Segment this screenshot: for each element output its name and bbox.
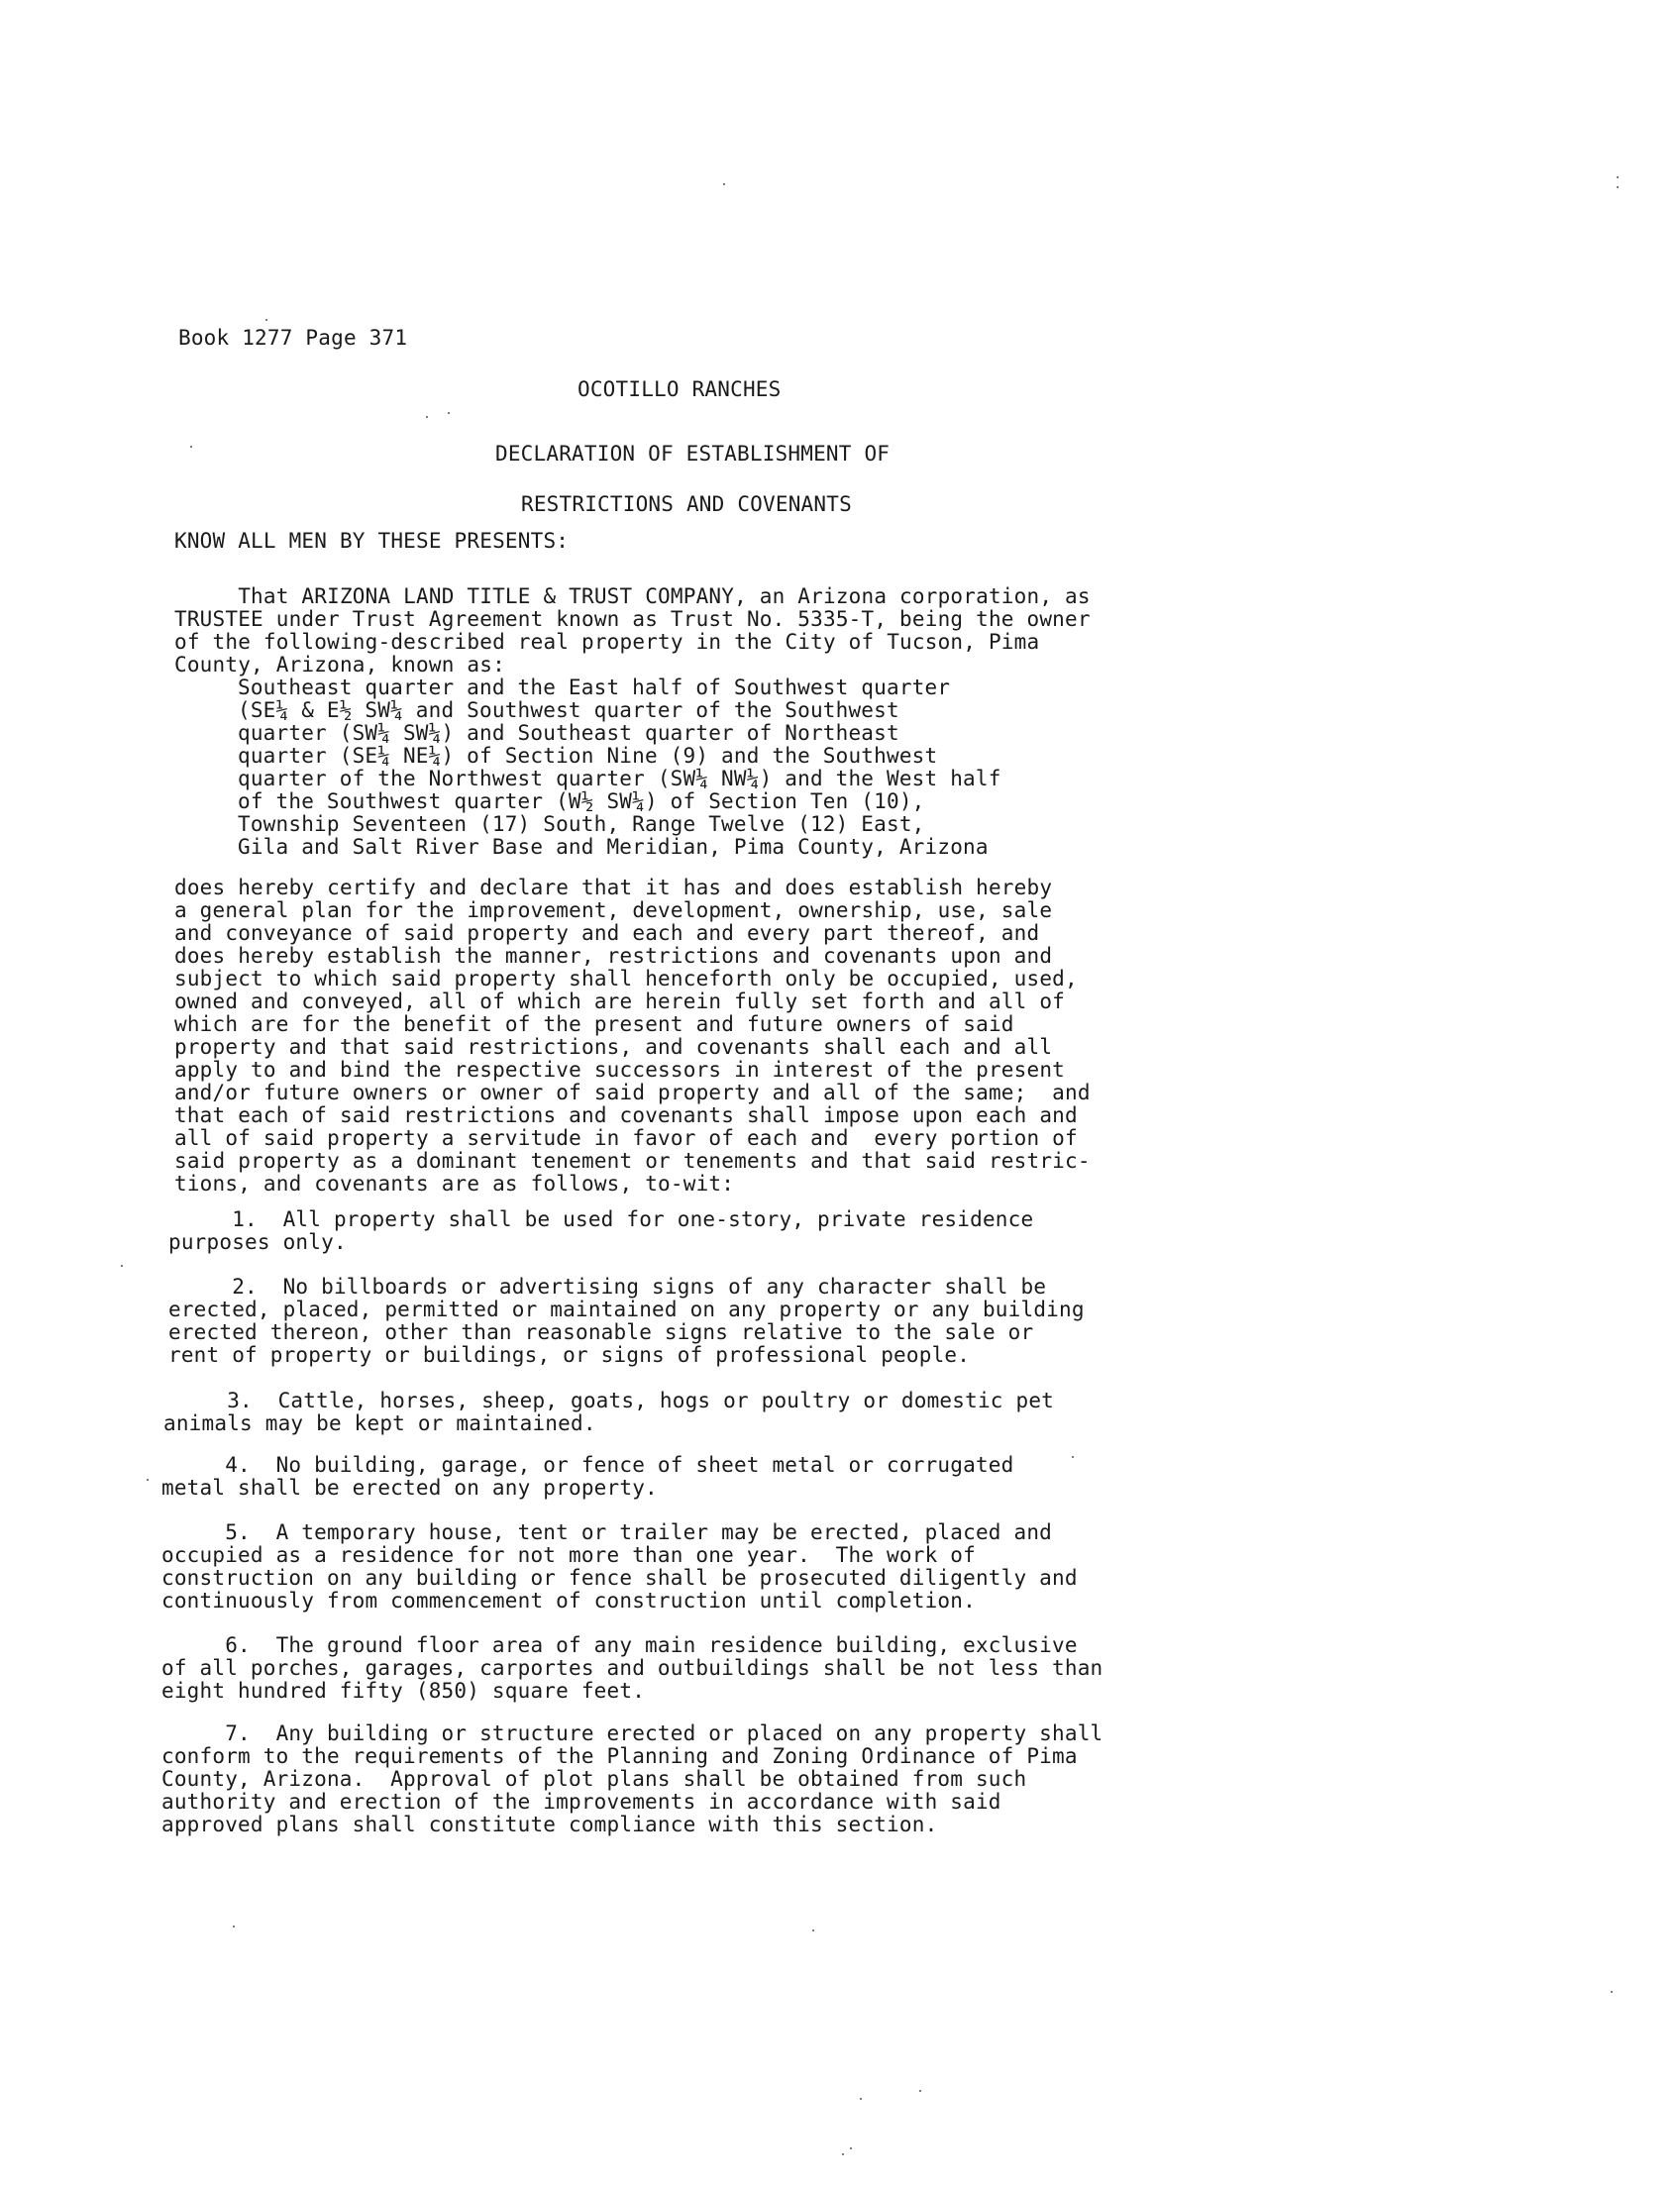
property-line: quarter (SW¼ SW¼) and Southeast quarter of Northeast [238, 721, 899, 745]
property-line: of the Southwest quarter (W½ SW¼) of Section Ten (10), [238, 789, 925, 813]
intro-line: County, Arizona, known as: [174, 653, 505, 677]
intro-line: That ARIZONA LAND TITLE & TRUST COMPANY, an Arizona corporation, as [174, 584, 1091, 608]
restriction-line: occupied as a residence for not more than one year. The work of [161, 1543, 976, 1567]
scan-speck [265, 319, 267, 321]
declaration-line: apply to and bind the respective successors in interest of the present [174, 1058, 1066, 1082]
property-line: quarter of the Northwest quarter (SW¼ NW¼) and the West half [238, 767, 1001, 790]
property-line: Township Seventeen (17) South, Range Twelve (12) East, [238, 812, 925, 836]
restriction-line: construction on any building or fence shall be prosecuted diligently and [161, 1566, 1078, 1590]
restriction-line: erected, placed, permitted or maintained on any property or any building [168, 1298, 1085, 1321]
scan-speck [1617, 186, 1619, 188]
property-line: quarter (SE¼ NE¼) of Section Nine (9) and the Southwest [238, 744, 938, 768]
restriction-line: 4. No building, garage, or fence of sheet metal or corrugated [161, 1453, 1014, 1477]
scan-speck [723, 183, 725, 185]
scan-speck [860, 2098, 862, 2100]
declaration-line: and conveyance of said property and each and every part thereof, and [174, 921, 1040, 945]
scan-speck [812, 1929, 814, 1931]
restriction-line: 6. The ground floor area of any main residence building, exclusive [161, 1633, 1078, 1657]
declaration-line: all of said property a servitude in favor of each and every portion of [174, 1126, 1078, 1150]
restriction-line: 7. Any building or structure erected or placed on any property shall [161, 1721, 1103, 1745]
declaration-line: and/or future owners or owner of said property and all of the same; and [174, 1081, 1091, 1104]
restriction-line: County, Arizona. Approval of plot plans shall be obtained from such [161, 1767, 1027, 1791]
property-line: Southeast quarter and the East half of Southwest quarter [238, 676, 951, 699]
document-title: OCOTILLO RANCHES [578, 377, 782, 401]
scan-speck [233, 1926, 235, 1927]
declaration-line: a general plan for the improvement, development, ownership, use, sale [174, 898, 1053, 922]
scan-speck [1072, 1456, 1074, 1458]
scan-speck [426, 416, 428, 418]
declaration-line: subject to which said property shall henceforth only be occupied, used, [174, 967, 1078, 990]
restriction-line: animals may be kept or maintained. [163, 1411, 596, 1435]
document-subtitle: DECLARATION OF ESTABLISHMENT OF [495, 442, 891, 466]
restriction-line: 2. No billboards or advertising signs of any character shall be [168, 1275, 1047, 1299]
restriction-line: metal shall be erected on any property. [161, 1476, 658, 1500]
restriction-line: continuously from commencement of construction until completion. [161, 1589, 976, 1613]
scan-speck [121, 1265, 123, 1267]
restriction-line: erected thereon, other than reasonable signs relative to the sale or [168, 1320, 1034, 1344]
restriction-line: of all porches, garages, carportes and outbuildings shall be not less than [161, 1656, 1103, 1680]
restriction-line: 5. A temporary house, tent or trailer may be erected, placed and [161, 1520, 1053, 1544]
scan-speck [147, 1479, 149, 1481]
document-subtitle-2: RESTRICTIONS AND COVENANTS [521, 492, 852, 516]
restriction-line: purposes only. [168, 1230, 347, 1254]
declaration-line: which are for the benefit of the present and future owners of said [174, 1012, 1014, 1036]
scan-speck [842, 2153, 844, 2155]
declaration-line: does hereby establish the manner, restrictions and covenants upon and [174, 944, 1053, 968]
intro-line: of the following-described real property in the City of Tucson, Pima [174, 630, 1040, 654]
restriction-line: authority and erection of the improvements in accordance with said [161, 1790, 1001, 1814]
property-line: Gila and Salt River Base and Meridian, Pima County, Arizona [238, 835, 989, 859]
restriction-line: conform to the requirements of the Planning and Zoning Ordinance of Pima [161, 1744, 1078, 1768]
salutation: KNOW ALL MEN BY THESE PRESENTS: [174, 529, 570, 553]
scan-speck [1611, 1991, 1613, 1993]
scan-speck [850, 2147, 852, 2149]
restriction-line: approved plans shall constitute compliance with this section. [161, 1813, 938, 1836]
declaration-line: owned and conveyed, all of which are herein fully set forth and all of [174, 989, 1066, 1013]
restriction-line: 3. Cattle, horses, sheep, goats, hogs or poultry or domestic pet [163, 1389, 1055, 1412]
restriction-line: rent of property or buildings, or signs of professional people. [168, 1343, 971, 1367]
declaration-line: does hereby certify and declare that it has and does establish hereby [174, 876, 1053, 899]
declaration-line: property and that said restrictions, and covenants shall each and all [174, 1035, 1053, 1059]
restriction-line: eight hundred fifty (850) square feet. [161, 1679, 646, 1703]
declaration-line: that each of said restrictions and covenants shall impose upon each and [174, 1103, 1078, 1127]
scan-speck [919, 2090, 921, 2092]
declaration-line: tions, and covenants are as follows, to-wit: [174, 1172, 735, 1196]
scan-speck [1617, 176, 1619, 178]
scan-speck [448, 412, 450, 414]
restriction-line: 1. All property shall be used for one-story, private residence [168, 1207, 1034, 1231]
intro-line: TRUSTEE under Trust Agreement known as Trust No. 5335-T, being the owner [174, 607, 1091, 631]
declaration-line: said property as a dominant tenement or tenements and that said restric- [174, 1149, 1091, 1173]
property-line: (SE¼ & E½ SW¼ and Southwest quarter of the Southwest [238, 698, 899, 722]
scan-speck [190, 446, 192, 448]
book-page-reference: Book 1277 Page 371 [178, 326, 408, 350]
